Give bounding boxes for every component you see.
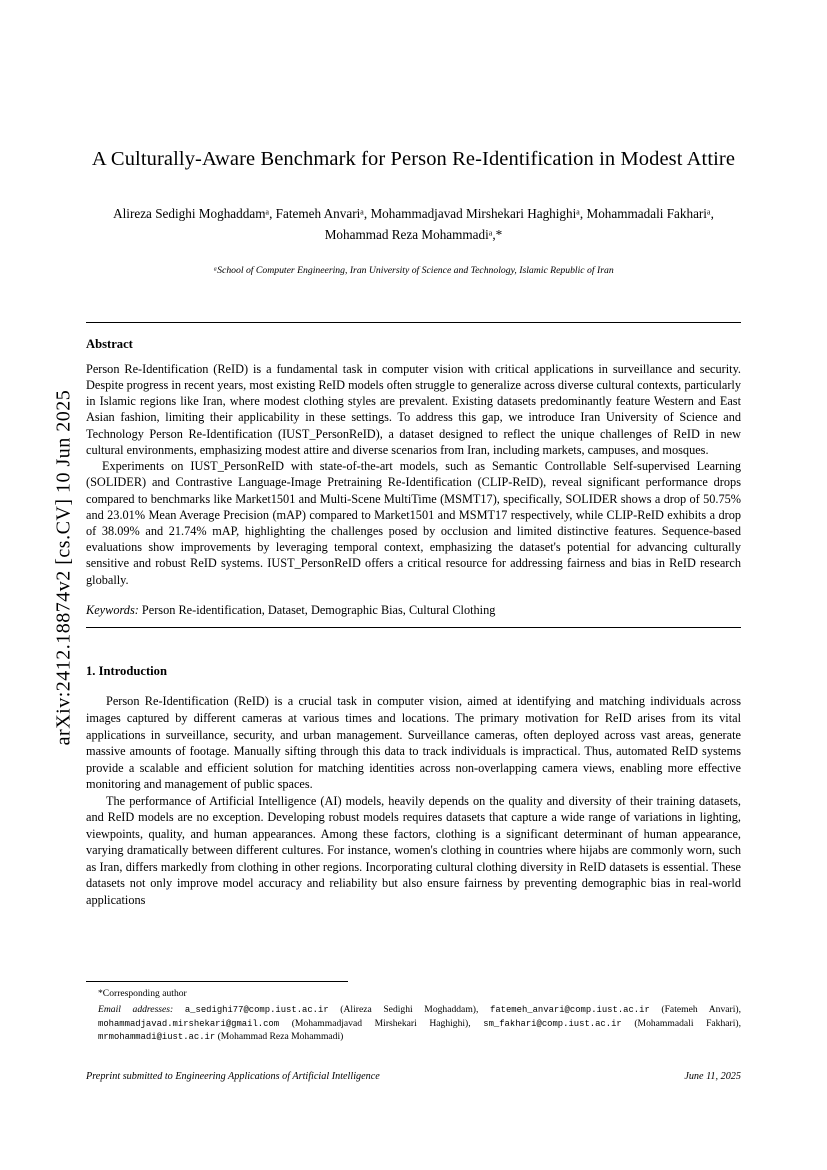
email-1-name: (Alireza Sedighi Moghaddam), xyxy=(340,1004,479,1016)
keywords-label: Keywords: xyxy=(86,602,139,617)
arxiv-identifier-stamp: arXiv:2412.18874v2 [cs.CV] 10 Jun 2025 xyxy=(52,389,75,746)
email-2-name: (Fatemeh Anvari), xyxy=(661,1004,741,1016)
footnote-rule xyxy=(86,981,348,982)
page-footer xyxy=(86,1071,741,1082)
email-4[interactable]: sm_fakhari@comp.iust.ac.ir xyxy=(483,1018,622,1029)
footnote-block xyxy=(86,981,741,1044)
email-addresses-note xyxy=(86,1003,741,1044)
footnote-text xyxy=(86,987,741,1044)
abstract-bottom-rule xyxy=(86,627,741,628)
email-2[interactable]: fatemeh_anvari@comp.iust.ac.ir xyxy=(490,1005,650,1016)
email-3[interactable]: mohammadjavad.mirshekari@gmail.com xyxy=(98,1018,280,1029)
email-addresses-label: Email addresses: xyxy=(98,1004,174,1016)
abstract-section xyxy=(86,323,741,619)
paper-content-column xyxy=(86,0,741,1170)
abstract-body xyxy=(86,361,741,588)
email-4-name: (Mohammadali Fakhari), xyxy=(634,1017,741,1029)
abstract-paragraph-2: Experiments on IUST_PersonReID with state-of-the-art models, such as Semantic Controllable Self-supervised Learning (SOLIDER) and Contrastive Language-Image Pretraining Re-Identification (CLIP-ReID), reveal significant performance drops compared to benchmarks like Market1501 and Multi-Scene MultiTime (MSMT17), specifically, SOLIDER shows a drop of 50.75% and 23.01% Mean Average Precision (mAP) compared to Market1501 and MSMT17 respectively, while CLIP-ReID exhibits a drop of 38.09% and 21.74% mAP, highlighting the challenges posed by occlusion and limited distinctive features. Sequence-based evaluations show improvements by leveraging temporal context, emphasizing the dataset's potential for advancing culturally sensitive and robust ReID systems. IUST_PersonReID offers a critical resource for addressing fairness and bias in ReID research globally. xyxy=(86,459,741,587)
affiliation: ᵃSchool of Computer Engineering, Iran University of Science and Technology, Islamic Republic of Iran xyxy=(213,265,614,277)
introduction-body xyxy=(86,693,741,908)
email-5-name: (Mohammad Reza Mohammadi) xyxy=(217,1031,344,1043)
keywords-value: Person Re-identification, Dataset, Demographic Bias, Cultural Clothing xyxy=(141,602,496,617)
abstract-paragraph-1: Person Re-Identification (ReID) is a fundamental task in computer vision with critical applications in surveillance and security. Despite progress in recent years, most existing ReID models often struggle to generalize across diverse cultural contexts, particularly in Islamic regions like Iran, where modest clothing styles are prevalent. Existing datasets predominantly feature Western and East Asian fashion, limiting their applicability in these settings. To address this gap, we introduce Iran University of Science and Technology Person Re-Identification (IUST_PersonReID), a dataset designed to reflect the unique challenges of ReID in new cultural environments, emphasizing modest attire and diverse scenarios from Iran, including markets, campuses, and mosques. xyxy=(86,361,741,457)
email-5[interactable]: mrmohammadi@iust.ac.ir xyxy=(98,1032,216,1043)
abstract-heading: Abstract xyxy=(86,336,133,351)
author-line-2: Mohammad Reza Mohammadiᵃ,* xyxy=(324,227,503,243)
corresponding-author-note: *Corresponding author xyxy=(98,988,187,1000)
email-3-name: (Mohammadjavad Mirshekari Haghighi), xyxy=(291,1017,471,1029)
keywords-line xyxy=(86,602,741,619)
footer-date: June 11, 2025 xyxy=(684,1071,741,1082)
footer-preprint-note: Preprint submitted to Engineering Applications of Artificial Intelligence xyxy=(86,1071,380,1082)
author-line-1: Alireza Sedighi Moghaddamᵃ, Fatemeh Anvariᵃ, Mohammadjavad Mirshekari Haghighiᵃ, Mohammadali Fakhariᵃ, xyxy=(113,205,714,221)
author-list xyxy=(86,203,741,247)
section-heading-introduction: 1. Introduction xyxy=(86,664,167,679)
introduction-paragraph-2: The performance of Artificial Intelligence (AI) models, heavily depends on the quality and diversity of their training datasets, and ReID models are no exception. Developing robust models requires datasets that capture a wide range of variations in lighting, viewpoints, quality, and human appearances. Among these factors, clothing is a significant determinant of human appearance, varying dramatically between different cultures. For instance, women's clothing in countries where hijabs are commonly worn, such as Iran, differs markedly from clothing in other regions. Incorporating cultural clothing diversity in ReID datasets is essential. These datasets not only improve model accuracy and reliability but also ensure fairness by preventing demographic bias in real-world applications xyxy=(86,793,741,907)
email-1[interactable]: a_sedighi77@comp.iust.ac.ir xyxy=(184,1005,329,1016)
page-title: A Culturally-Aware Benchmark for Person Re-Identification in Modest Attire xyxy=(91,148,736,170)
introduction-paragraph-1: Person Re-Identification (ReID) is a crucial task in computer vision, aimed at identifying and matching individuals across images captured by different cameras at various times and locations. The primary motivation for ReID arises from its vital applications in surveillance, security, and urban management. Surveillance cameras, often deployed across vast areas, generate massive amounts of footage. Manually sifting through this data to track individuals is impractical. Thus, automated ReID systems provide a scalable and efficient solution for matching identities across non-overlapping camera views, enabling more effective monitoring and management of public spaces. xyxy=(86,694,741,792)
